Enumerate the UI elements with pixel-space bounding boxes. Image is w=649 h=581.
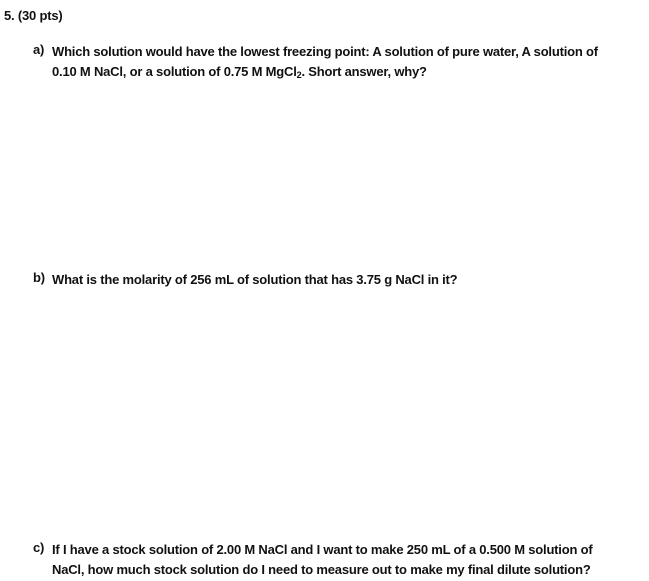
subscript-2: 2 bbox=[296, 70, 302, 80]
question-c-text bbox=[52, 540, 645, 580]
question-a-line-2 bbox=[52, 62, 645, 85]
question-a-text bbox=[52, 42, 645, 85]
question-a-line-2-start: 0.10 M NaCl, or a solution of 0.75 M MgCl bbox=[52, 64, 297, 79]
question-b-text bbox=[52, 270, 645, 290]
question-b-line-1: What is the molarity of 256 mL of solution that has 3.75 g NaCl in it? bbox=[52, 272, 458, 287]
question-a-line-1: Which solution would have the lowest freezing point: A solution of pure water, A solution of bbox=[52, 44, 598, 59]
question-b-label: b) bbox=[33, 270, 45, 285]
problem-heading: 5. (30 pts) bbox=[4, 8, 63, 23]
question-c-line-2: NaCl, how much stock solution do I need to measure out to make my final dilute solution? bbox=[52, 562, 591, 577]
question-a-label: a) bbox=[33, 42, 45, 57]
question-c-label: c) bbox=[33, 540, 45, 555]
question-c-line-1: If I have a stock solution of 2.00 M NaCl and I want to make 250 mL of a 0.500 M solution of bbox=[52, 542, 593, 557]
question-a-line-2-end: . Short answer, why? bbox=[301, 64, 427, 79]
